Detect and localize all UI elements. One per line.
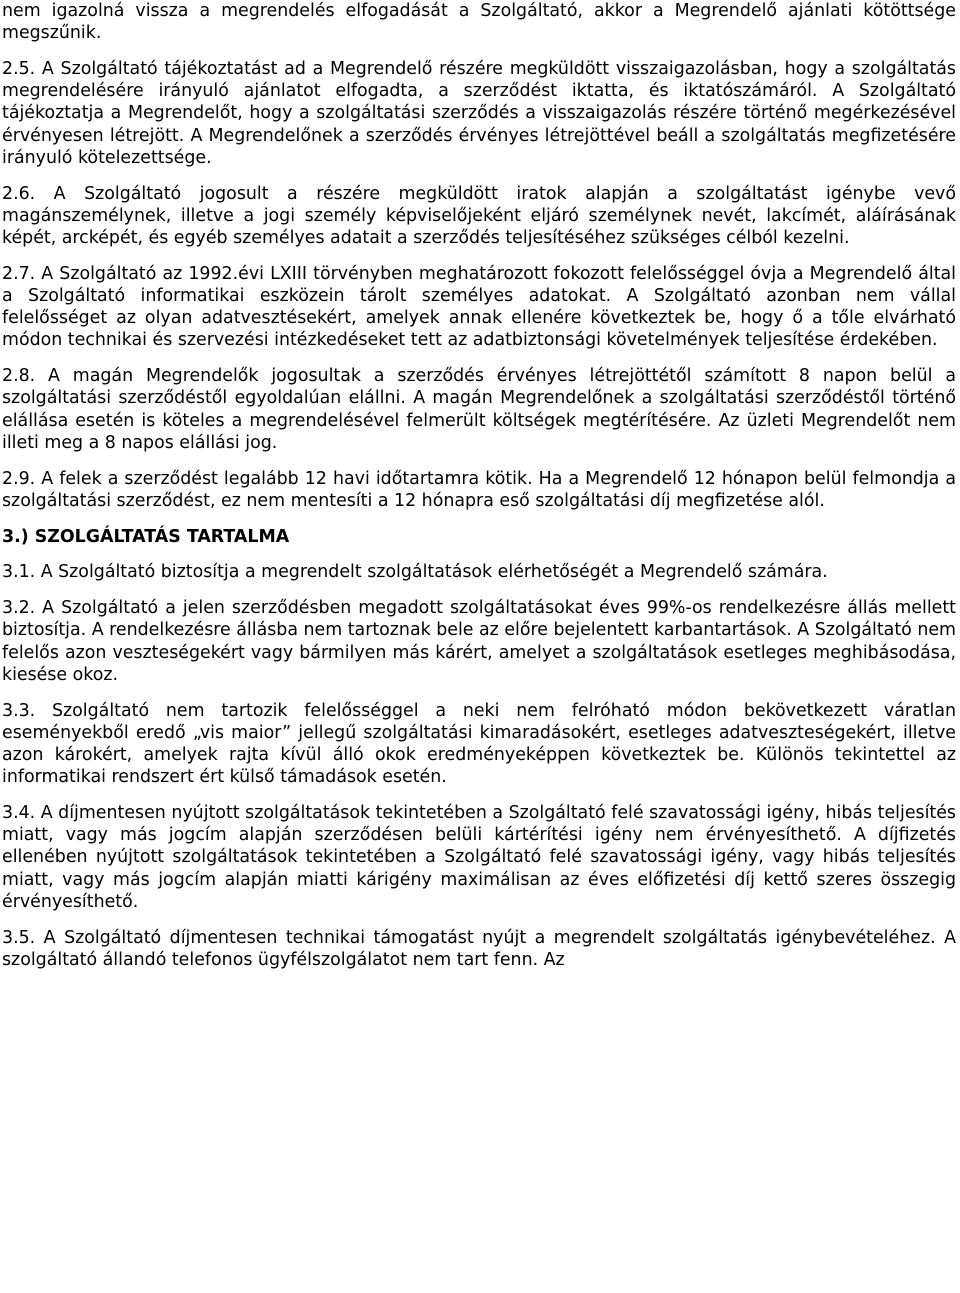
paragraph-3-3: 3.3. Szolgáltató nem tartozik felelősséggel a neki nem felróható módon bekövetkezett váratlan eseményekből eredő „vis maior” jellegű szolgáltatási kimaradásokért, esetleges adatveszteségekért, illetve azon károkért, amelyek rajta kívül álló okok eredményeképpen következtek be. Különös tekintettel az informatikai rendszert ért külső támadások esetén. xyxy=(2,700,956,788)
paragraph-2-7: 2.7. A Szolgáltató az 1992.évi LXIII törvényben meghatározott fokozott felelősséggel óvja a Megrendelő által a Szolgáltató informatikai eszközein tárolt személyes adatokat. A Szolgáltató azonban nem vállal felelősséget az olyan adatvesztésekért, amelyek annak ellenére következtek be, hogy ő a tőle elvárható módon technikai és szervezési intézkedéseket tett az adatbiztonsági követelmények teljesítése érdekében. xyxy=(2,263,956,351)
paragraph-2-9: 2.9. A felek a szerződést legalább 12 havi időtartamra kötik. Ha a Megrendelő 12 hónapon belül felmondja a szolgáltatási szerződést, ez nem mentesíti a 12 hónapra eső szolgáltatási díj megfizetése alól. xyxy=(2,468,956,511)
section-heading-3: 3.) SZOLGÁLTATÁS TARTALMA xyxy=(2,526,290,547)
paragraph-2-4-continuation: nem igazolná vissza a megrendelés elfogadását a Szolgáltató, akkor a Megrendelő ajánlati kötöttsége megszűnik. xyxy=(2,1,956,44)
paragraph-3-1: 3.1. A Szolgáltató biztosítja a megrendelt szolgáltatások elérhetőségét a Megrendelő számára. xyxy=(2,562,828,583)
paragraph-3-4: 3.4. A díjmentesen nyújtott szolgáltatások tekintetében a Szolgáltató felé szavatossági igény, hibás teljesítés miatt, vagy más jogcím alapján szerződésen belüli kártérítési igény nem érvényesíthető. A díjfizetés ellenében nyújtott szolgáltatások tekintetében a Szolgáltató felé szavatossági igény, vagy hibás teljesítés miatt, vagy más jogcím alapján miatti kárigény maximálisan az éves előfizetési díj kettő szeres összegig érvényesíthető. xyxy=(2,803,956,912)
paragraph-2-5: 2.5. A Szolgáltató tájékoztatást ad a Megrendelő részére megküldött visszaigazolásban, hogy a szolgáltatás megrendelésére irányuló ajánlatot elfogadta, a szerződést iktatta, és iktatószámáról. A Szolgáltató tájékoztatja a Megrendelőt, hogy a szolgáltatási szerződés a visszaigazolás részére történő megérkezésével érvényesen létrejött. A Megrendelőnek a szerződés érvényes létrejöttével beáll a szolgáltatás megfizetésére irányuló kötelezettsége. xyxy=(2,59,956,168)
paragraph-3-2: 3.2. A Szolgáltató a jelen szerződésben megadott szolgáltatásokat éves 99%-os rendelkezésre állás mellett biztosítja. A rendelkezésre állásba nem tartoznak bele az előre bejelentett karbantartások. A Szolgáltató nem felelős azon veszteségekért vagy bármilyen más kárért, amelyet a szolgáltatások esetleges meghibásodása, kiesése okoz. xyxy=(2,598,956,685)
paragraph-2-8: 2.8. A magán Megrendelők jogosultak a szerződés érvényes létrejöttétől számított 8 napon belül a szolgáltatási szerződéstől egyoldalúan elállni. A magán Megrendelőnek a szolgáltatási szerződéstől történő elállása esetén is köteles a megrendelésével felmerült költségek megtérítésére. Az üzleti Megrendelőt nem illeti meg a 8 napos elállási jog. xyxy=(2,366,956,453)
paragraph-3-5: 3.5. A Szolgáltató díjmentesen technikai támogatást nyújt a megrendelt szolgáltatás igénybevételéhez. A szolgáltató állandó telefonos ügyfélszolgálatot nem tart fenn. Az xyxy=(2,927,956,970)
paragraph-2-6: 2.6. A Szolgáltató jogosult a részére megküldött iratok alapján a szolgáltatást igénybe vevő magánszemélynek, illetve a jogi személy képviselőjeként eljáró személynek nevét, lakcímét, aláírásának képét, arcképét, és egyéb személyes adatait a szerződés teljesítéséhez szükséges célból kezelni. xyxy=(2,183,956,249)
document-page xyxy=(2,0,956,985)
